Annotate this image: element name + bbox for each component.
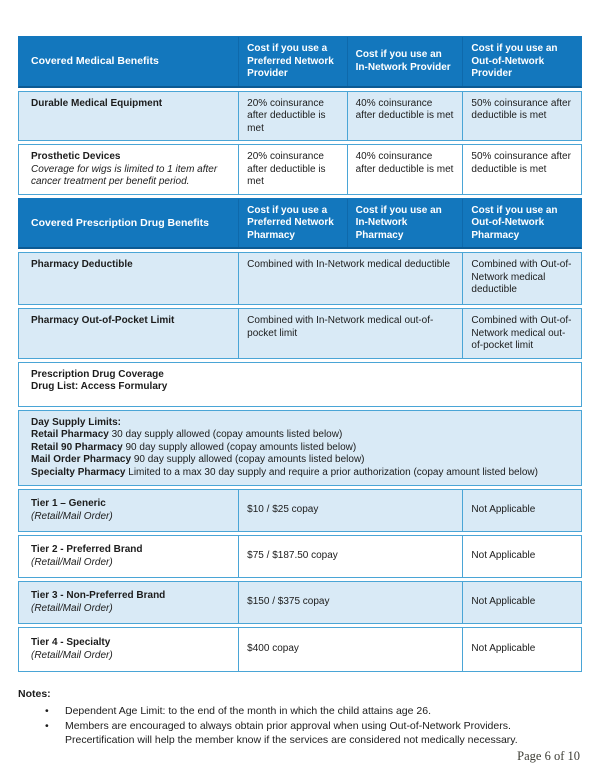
benefit-label: Prosthetic Devices <box>31 151 121 162</box>
column-header-preferred-provider: Cost if you use a Preferred Network Provider <box>238 37 346 86</box>
table-row-tier-4-specialty <box>18 627 582 672</box>
note-item <box>18 719 564 747</box>
table-row-prescription-drug-coverage <box>18 362 582 407</box>
out-of-network-cost-cell: 50% coinsurance after deductible is met <box>462 145 581 194</box>
bullet-icon <box>45 704 65 718</box>
tier-label-cell <box>19 628 238 671</box>
benefit-label: Pharmacy Out-of-Pocket Limit <box>31 315 175 326</box>
tier-out-of-network-cell: Not Applicable <box>462 582 581 623</box>
benefit-label-cell <box>19 92 238 141</box>
column-header-in-network-provider: Cost if you use an In-Network Provider <box>347 37 463 86</box>
day-supply-limits-cell <box>19 411 581 485</box>
tier-out-of-network-cell: Not Applicable <box>462 628 581 671</box>
tier-sub-label: (Retail/Mail Order) <box>31 602 113 614</box>
bullet-icon <box>45 719 65 747</box>
drug-table-title <box>19 199 238 248</box>
benefit-label-cell <box>19 253 238 304</box>
table-row-tier-2-preferred-brand <box>18 535 582 578</box>
benefit-label: Durable Medical Equipment <box>31 97 163 109</box>
table-row-prosthetic-devices <box>18 144 582 195</box>
prescription-drug-benefits-table <box>18 198 582 672</box>
medical-table-header-row <box>18 36 582 88</box>
tier-copay-cell: $75 / $187.50 copay <box>238 536 462 577</box>
table-row-pharmacy-out-of-pocket-limit <box>18 308 582 359</box>
benefit-sub-note: Coverage for wigs is limited to 1 item after cancer treatment per benefit period. <box>31 163 218 187</box>
table-row-tier-1-generic <box>18 489 582 532</box>
out-of-network-cost-cell: 50% coinsurance after deductible is met <box>462 92 581 141</box>
notes-title: Notes: <box>18 687 51 700</box>
medical-benefits-table <box>18 36 582 195</box>
in-network-cost-cell: Combined with In-Network medical deductible <box>238 253 462 304</box>
in-network-cost-cell: 40% coinsurance after deductible is met <box>347 92 463 141</box>
page-number-label: Page 6 of 10 <box>517 749 580 763</box>
medical-table-title <box>19 37 238 86</box>
coverage-line-1: Prescription Drug Coverage <box>31 368 164 380</box>
coverage-line-2: Drug List: Access Formulary <box>31 381 168 392</box>
tier-copay-cell: $10 / $25 copay <box>238 490 462 531</box>
table-row-tier-3-non-preferred-brand <box>18 581 582 624</box>
tier-label: Tier 1 – Generic <box>31 498 106 509</box>
benefit-label-cell <box>19 309 238 358</box>
table-row-durable-medical-equipment <box>18 91 582 142</box>
column-header-in-network-pharmacy: Cost if you use an In-Network Pharmacy <box>347 199 463 248</box>
tier-sub-label: (Retail/Mail Order) <box>31 556 113 568</box>
in-network-cost-cell: Combined with In-Network medical out-of-pocket limit <box>238 309 462 358</box>
tier-out-of-network-cell: Not Applicable <box>462 490 581 531</box>
drug-table-title-text: Covered Prescription Drug Benefits <box>31 216 209 229</box>
tier-out-of-network-cell: Not Applicable <box>462 536 581 577</box>
day-supply-line: Retail Pharmacy 30 day supply allowed (copay amounts listed below) <box>31 429 343 440</box>
column-header-out-of-network-provider: Cost if you use an Out-of-Network Provider <box>462 37 581 86</box>
benefit-label: Pharmacy Deductible <box>31 259 133 270</box>
tier-label-cell <box>19 536 238 577</box>
preferred-cost-cell: 20% coinsurance after deductible is met <box>238 145 346 194</box>
tier-copay-cell: $400 copay <box>238 628 462 671</box>
tier-label: Tier 2 - Preferred Brand <box>31 544 143 555</box>
day-supply-line: Specialty Pharmacy Limited to a max 30 day supply and require a prior authorization (copay amount listed below) <box>31 466 538 478</box>
tier-label-cell <box>19 490 238 531</box>
note-text: Dependent Age Limit: to the end of the month in which the child attains age 26. <box>65 704 431 717</box>
note-text: Members are encouraged to always obtain prior approval when using Out-of-Network Providers. Precertification will help the member know if the services are considered not medically necessary. <box>65 719 518 747</box>
coverage-info-cell <box>19 363 581 406</box>
preferred-cost-cell: 20% coinsurance after deductible is met <box>238 92 346 141</box>
tier-sub-label: (Retail/Mail Order) <box>31 649 113 661</box>
in-network-cost-cell: 40% coinsurance after deductible is met <box>347 145 463 194</box>
out-of-network-cost-cell: Combined with Out-of-Network medical out-of-pocket limit <box>462 309 581 358</box>
day-supply-line: Retail 90 Pharmacy 90 day supply allowed (copay amounts listed below) <box>31 441 357 453</box>
column-header-out-of-network-pharmacy: Cost if you use an Out-of-Network Pharmacy <box>462 199 581 248</box>
day-supply-title: Day Supply Limits: <box>31 416 122 428</box>
note-item <box>18 704 564 718</box>
column-header-preferred-pharmacy: Cost if you use a Preferred Network Pharmacy <box>238 199 346 248</box>
tier-sub-label: (Retail/Mail Order) <box>31 510 113 522</box>
tier-label-cell <box>19 582 238 623</box>
day-supply-line: Mail Order Pharmacy 90 day supply allowed (copay amounts listed below) <box>31 454 365 465</box>
tier-label: Tier 4 - Specialty <box>31 637 111 648</box>
benefit-label-cell <box>19 145 238 194</box>
medical-table-title-text: Covered Medical Benefits <box>31 55 159 68</box>
tier-copay-cell: $150 / $375 copay <box>238 582 462 623</box>
drug-table-header-row <box>18 198 582 250</box>
table-row-pharmacy-deductible <box>18 252 582 305</box>
tier-label: Tier 3 - Non-Preferred Brand <box>31 590 166 601</box>
out-of-network-cost-cell: Combined with Out-of-Network medical deductible <box>462 253 581 304</box>
table-row-day-supply-limits <box>18 410 582 486</box>
notes-section <box>18 687 564 748</box>
